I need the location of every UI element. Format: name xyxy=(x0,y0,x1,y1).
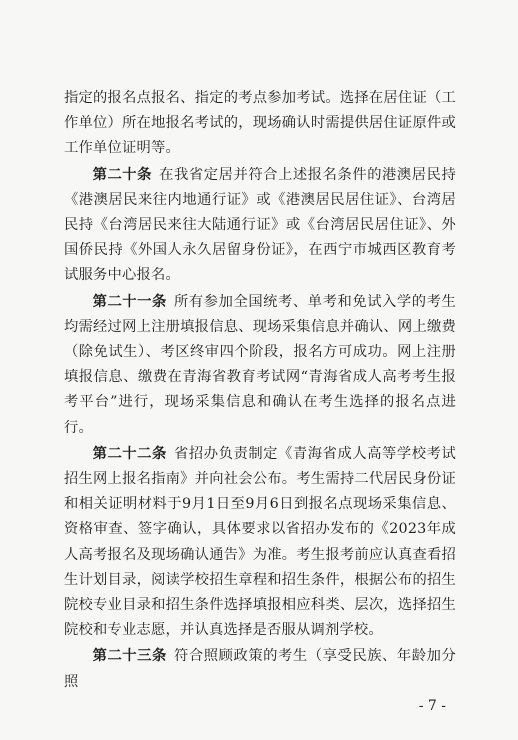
article-heading: 第二十一条 xyxy=(92,293,167,310)
article-21 xyxy=(64,290,456,441)
article-22 xyxy=(64,442,456,644)
article-heading: 第二十二条 xyxy=(92,445,167,462)
paragraph-text: 在我省定居并符合上述报名条件的港澳居民持《港澳居民来往内地通行证》或《港澳居民居住证》、台湾居民持《台湾居民来往大陆通行证》或《台湾居民居住证》、外国侨民持《外国人永久居留身份证》，在西宁市城西区教育考试服务中心报名。 xyxy=(64,166,456,284)
article-heading: 第二十三条 xyxy=(92,648,167,665)
paragraph-continuation xyxy=(64,86,456,162)
article-23 xyxy=(64,644,456,694)
paragraph-text: 指定的报名点报名、指定的考点参加考试。选择在居住证（工作单位）所在地报名考试的，现场确认时需提供居住证原件或工作单位证明等。 xyxy=(64,90,456,157)
page-number: - 7 - xyxy=(418,698,446,714)
paragraph-text: 省招办负责制定《青海省成人高等学校考试招生网上报名指南》并向社会公布。考生需持二代居民身份证和相关证明材料于9月1日至9月6日到报名点现场采集信息、资格审查、签字确认，具体要求以省招办发布的《2023年成人高考报名及现场确认通告》为准。考生报考前应认真查看招生计划目录，阅读学校招生章程和招生条件，根据公布的招生院校专业目录和招生条件选择填报相应科类、层次，选择招生院校和专业志愿，并认真选择是否服从调剂学校。 xyxy=(64,445,456,639)
article-heading: 第二十条 xyxy=(92,166,153,183)
article-20 xyxy=(64,163,456,289)
paragraph-text: 符合照顾政策的考生（享受民族、年龄加分照 xyxy=(64,648,456,690)
document-body xyxy=(64,86,456,696)
paragraph-text: 所有参加全国统考、单考和免试入学的考生均需经过网上注册填报信息、现场采集信息并确认、网上缴费（除免试生）、考区终审四个阶段，报名方可成功。网上注册填报信息、缴费在青海省教育考试网“青海省成人高考考生报考平台”进行，现场采集信息和确认在考生选择的报名点进行。 xyxy=(64,293,456,436)
